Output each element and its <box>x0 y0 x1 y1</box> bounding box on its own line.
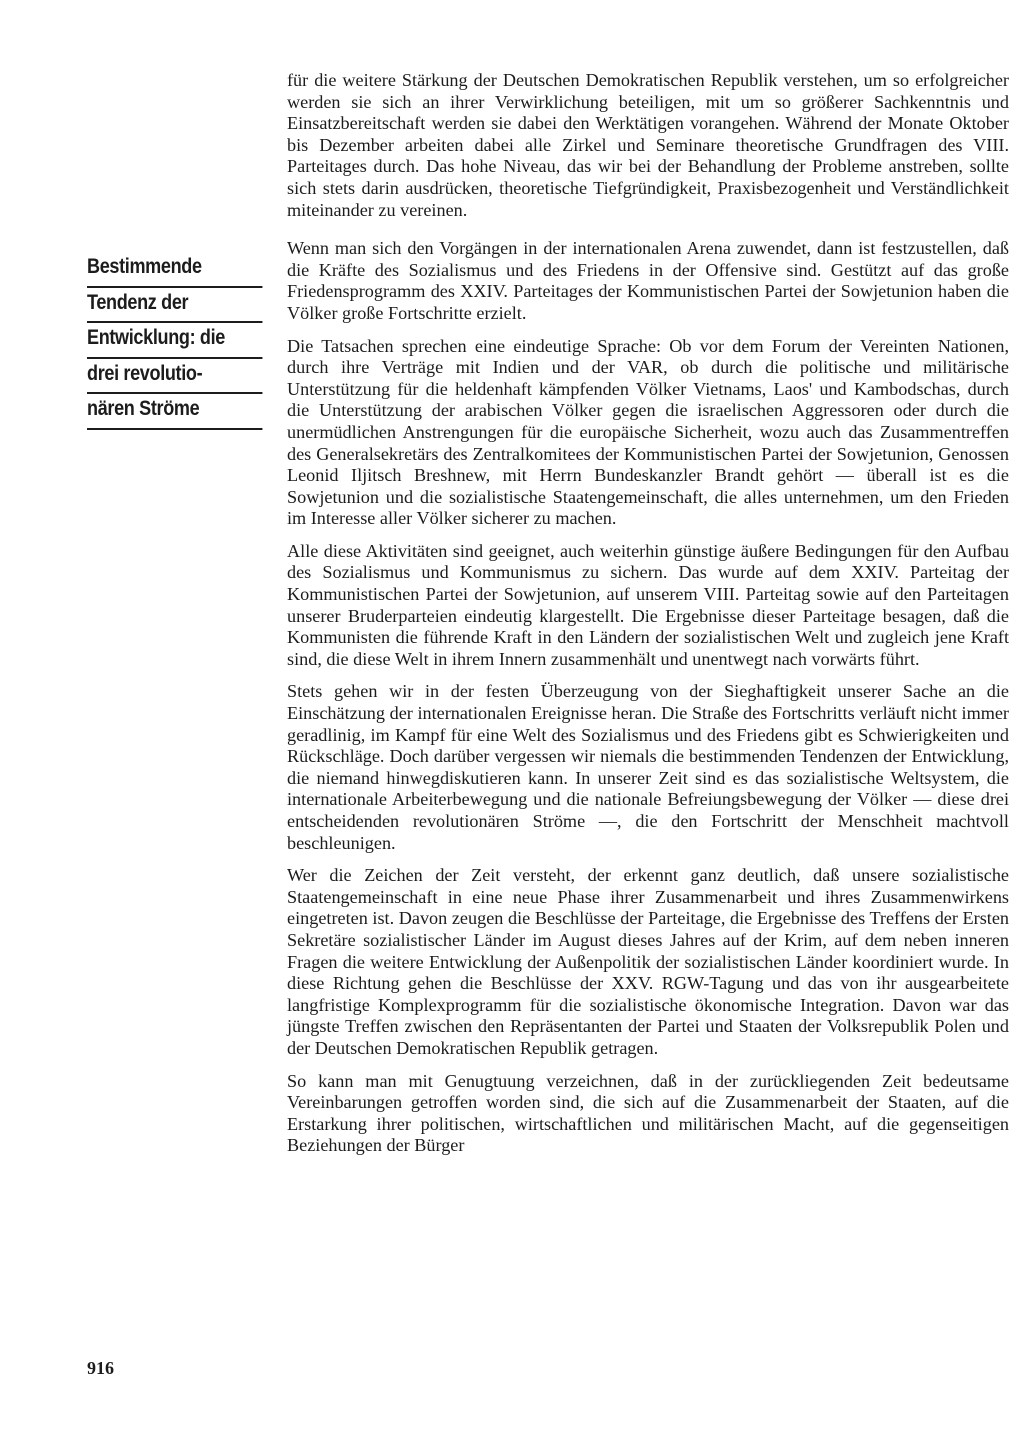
sidebar-heading <box>87 252 238 430</box>
sidebar-heading-line: Entwicklung: die <box>87 323 262 359</box>
sidebar-heading-line: nären Ströme <box>87 394 262 430</box>
paragraph: Alle diese Aktivitäten sind geeignet, auch weiterhin günstige äußere Bedingungen für den Aufbau des Sozialismus und Kommunismus zu sichern. Das wurde auf dem XXIV. Parteitag der Kommunistischen Partei der Sowjetunion, auf unserem VIII. Parteitag sowie auf den Parteitagen unserer Bruderparteien eindeutig klargestellt. Die Ergebnisse dieser Parteitage besagen, daß die Kommunisten die führende Kraft in den Ländern der sozialistischen Welt und zugleich jene Kraft sind, die diese Welt in ihrem Innern zusammenhält und unentwegt nach vorwärts führt. <box>287 540 1009 669</box>
body-text-column <box>287 70 1009 1168</box>
paragraph: Stets gehen wir in der festen Überzeugung von der Sieghaftigkeit unserer Sache an die Einschätzung der internationalen Ereignisse heran. Die Straße des Fortschritts verläuft nicht immer geradlinig, im Kampf für eine Welt des Sozialismus und des Friedens gibt es Schwierigkeiten und Rückschläge. Doch darüber vergessen wir niemals die bestimmenden Tendenzen der Entwicklung, die niemand hinwegdiskutieren kann. In unserer Zeit sind es das sozialistische Weltsystem, die internationale Arbeiterbewegung und die nationale Befreiungsbewegung der Völker — diese drei entscheidenden revolutionären Ströme —, die den Fortschritt der Menschheit machtvoll beschleunigen. <box>287 681 1009 853</box>
sidebar-heading-line: Tendenz der <box>87 288 262 324</box>
paragraph: Wer die Zeichen der Zeit versteht, der erkennt ganz deutlich, daß unsere sozialistische Staatengemeinschaft in eine neue Phase ihrer Zusammenarbeit und ihres Zusammenwirkens eingetreten ist. Davon zeugen die Beschlüsse der Parteitage, die Ergebnisse des Treffens der Ersten Sekretäre sozialistischer Länder im August dieses Jahres auf der Krim, auf dem neben inneren Fragen die weitere Entwicklung der Außenpolitik der sozialistischen Länder koordiniert wurde. In diese Richtung gehen die Beschlüsse der XXV. RGW-Tagung und das von ihr ausgearbeitete langfristige Komplexprogramm für die sozialistische ökonomische Integration. Davon war das jüngste Treffen zwischen den Repräsentanten der Partei und Staaten der Volksrepublik Polen und der Deutschen Demokratischen Republik getragen. <box>287 865 1009 1058</box>
paragraph: So kann man mit Genugtuung verzeichnen, daß in der zurückliegenden Zeit bedeutsame Vereinbarungen getroffen worden sind, die sich auf die Zusammenarbeit der Staaten, auf die Erstarkung ihrer politischen, wirtschaftlichen und militärischen Macht, auf die gegenseitigen Beziehungen der Bürger <box>287 1070 1009 1156</box>
sidebar-heading-line: Bestimmende <box>87 252 262 288</box>
paragraph: Die Tatsachen sprechen eine eindeutige Sprache: Ob vor dem Forum der Vereinten Nationen, durch ihre Verträge mit Indien und der VAR, ob durch die politische und militärische Unterstützung für die heldenhaft kämpfenden Völker Vietnams, Laos' und Kambodschas, durch die Unterstützung der arabischen Völker gegen die israelischen Aggressoren oder durch die unermüdlichen Anstrengungen für die europäische Sicherheit, wozu auch das Zusammentreffen des Generalsekretärs des Zentralkomitees der Kommunistischen Partei der Sowjetunion, Genossen Leonid Iljitsch Breshnew, mit Herrn Bundeskanzler Brandt gehört — überall ist es die Sowjetunion und die sozialistische Staatengemeinschaft, die alles unternehmen, um den Frieden im Interesse aller Völker sicherer zu machen. <box>287 335 1009 529</box>
page-number: 916 <box>87 1358 114 1378</box>
paragraph: Wenn man sich den Vorgängen in der internationalen Arena zuwendet, dann ist festzustellen, daß die Kräfte des Sozialismus und des Friedens in der Offensive sind. Gestützt auf das große Friedensprogramm des XXIV. Parteitages der Kommunistischen Partei der Sowjetunion haben die Völker große Fortschritte erzielt. <box>287 238 1009 323</box>
sidebar-heading-line: drei revolutio- <box>87 359 262 395</box>
paragraph: für die weitere Stärkung der Deutschen Demokratischen Republik verstehen, um so erfolgreicher werden sie sich an ihrer Verwirklichung beteiligen, mit um so größerer Sachkenntnis und Einsatzbereitschaft werden sie dabei den Werktätigen vorangehen. Während der Monate Oktober bis Dezember arbeiten dabei alle Zirkel und Seminare theoretische Grundfragen des VIII. Parteitages durch. Das hohe Niveau, das wir bei der Behandlung der Probleme anstreben, sollte sich stets darin ausdrücken, theoretische Tiefgründigkeit, Praxisbezogenheit und Verständlichkeit miteinander zu vereinen. <box>287 70 1009 220</box>
